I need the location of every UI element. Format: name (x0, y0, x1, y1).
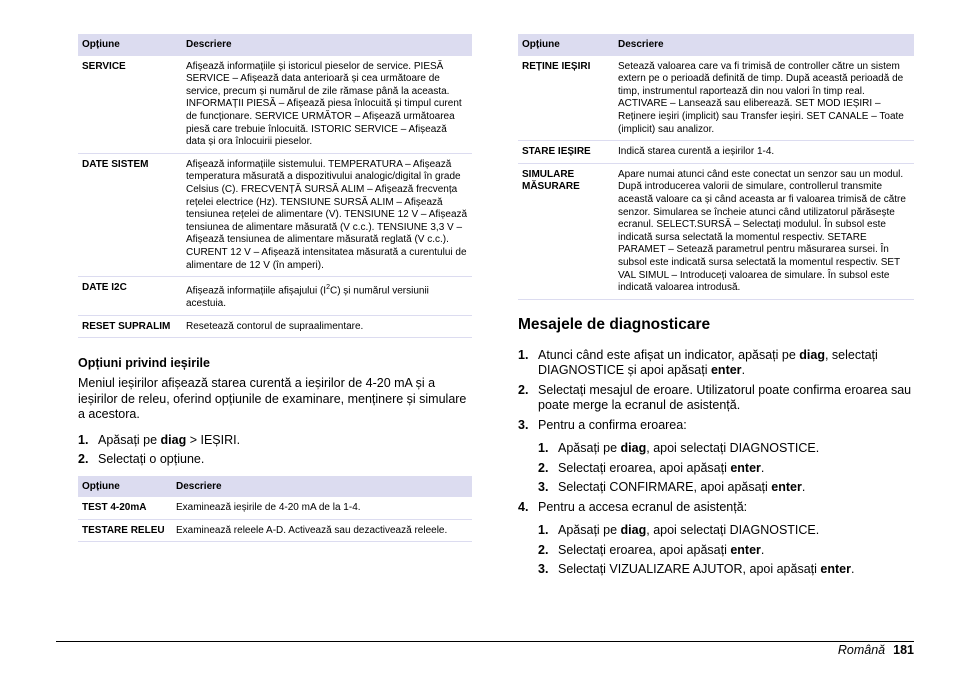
option-name: TEST 4-20mA (78, 497, 172, 519)
table-row (78, 277, 472, 316)
option-name: RESET SUPRALIM (78, 315, 182, 338)
outputs-table (78, 476, 472, 543)
table-row (518, 141, 914, 164)
column-header-option: Opțiune (78, 476, 172, 498)
step-text: , apoi selectați DIAGNOSTICE. (646, 523, 820, 538)
column-header-description: Descriere (172, 476, 472, 498)
step-number: 2. (518, 382, 529, 397)
list-item (78, 433, 472, 449)
step-number: 3. (538, 480, 549, 495)
step-text: , apoi selectați DIAGNOSTICE. (646, 441, 820, 456)
option-description (182, 277, 472, 316)
table-row (78, 56, 472, 154)
option-description: Examinează ieșirile de 4-20 mA de la 1-4. (172, 497, 472, 519)
table-row (78, 497, 472, 519)
list-item (538, 441, 914, 457)
right-column (518, 34, 914, 582)
list-item (78, 452, 472, 468)
table-row (78, 519, 472, 542)
step-number: 4. (518, 499, 529, 514)
diagnostic-steps-list (518, 348, 914, 578)
step-text: Selectați mesajul de eroare. Utilizatorul poate confirma eroarea sau poate merge la ecranul de asistență. (538, 382, 912, 413)
table-row (518, 56, 914, 141)
left-column (78, 34, 472, 542)
option-description: Indică starea curentă a ieșirilor 1-4. (614, 141, 914, 164)
column-header-option: Opțiune (518, 34, 614, 56)
description-part: C) și numărul versiunii acestuia. (186, 285, 429, 310)
key-name: diag (799, 347, 825, 362)
step-text: Selectați eroarea, apoi apăsați (558, 542, 731, 557)
column-header-option: Opțiune (78, 34, 182, 56)
column-header-description: Descriere (614, 34, 914, 56)
step-text: . (760, 542, 765, 557)
option-description: Resetează contorul de supraalimentare. (182, 315, 472, 338)
list-item (538, 523, 914, 539)
step-text: . (850, 562, 855, 577)
description-part: Afișează informațiile afișajului (I (186, 285, 327, 297)
option-description: Afișează informațiile sistemului. TEMPERATURA – Afișează temperatura măsurată a dispozitivului analogic/digital în grade Celsius (C). FRECVENȚĂ SURSĂ ALIM – Afișează frecvența rețelei electrice (Hz). TENSIUNE SURSĂ ALIM – Afișează tensiunea rețelei de alimentare (V). TENSIUNE 12 V – Afișează tensiunea de alimentare măsurată (V c.c.). TENSIUNE 3,3 V – Afișează tensiunea de alimentare măsurată reglată (V c.c.). CURENT 12 V – Afișează intensitatea măsurată a curentului de alimentare de 12 V (în amperi). (182, 153, 472, 276)
key-name: diag (620, 523, 647, 538)
option-name: SERVICE (78, 56, 182, 154)
key-name: enter (730, 542, 761, 557)
system-info-table (78, 34, 472, 338)
key-name: diag (160, 432, 187, 447)
step-number: 3. (518, 417, 529, 432)
footer-language: Română (837, 643, 886, 657)
substeps-list (538, 523, 914, 578)
option-name: STARE IEȘIRE (518, 141, 614, 164)
column-header-description: Descriere (182, 34, 472, 56)
section-intro: Meniul ieșirilor afișează starea curentă a ieșirilor de 4-20 mA și a ieșirilor de releu, oferind opțiunile de examinare, menținere și simulare a acestora. (78, 376, 467, 422)
table-row (78, 153, 472, 276)
key-name: enter (730, 460, 761, 475)
step-text: Apăsați pe (558, 523, 621, 538)
list-item (518, 418, 914, 496)
step-text: Pentru a confirma eroarea: (538, 417, 687, 432)
option-description: Setează valoarea care va fi trimisă de controller către un sistem extern pe o perioadă definită de timp. După această perioadă de timp, instrumentul raportează din nou valori în timp real. ACTIVARE – Lansează sau eliberează. SET MOD IEȘIRI – Reținere ieșiri (implicit) sau Transfer ieșiri. SET CANALE – Toate (implicit) sau analizor. (614, 56, 914, 141)
step-text: . (760, 460, 765, 475)
step-text: Pentru a accesa ecranul de asistență: (538, 499, 748, 514)
step-text: , selectați DIAGNOSTICE și apoi apăsați (538, 347, 878, 378)
step-number: 1. (518, 347, 529, 362)
list-item (538, 461, 914, 477)
list-item (518, 500, 914, 578)
table-row (78, 315, 472, 338)
key-name: diag (620, 441, 647, 456)
table-header-row (78, 476, 472, 498)
step-text: . (741, 363, 746, 378)
section-heading-diagnostics: Mesajele de diagnosticare (518, 315, 711, 333)
list-item (538, 543, 914, 559)
option-name: REȚINE IEȘIRI (518, 56, 614, 141)
table-header-row (78, 34, 472, 56)
option-description: Afișează informațiile și istoricul pieselor de service. PIESĂ SERVICE – Afișează data anterioară și cea următoare de service, precum și numărul de zile rămase până la aceasta. INFORMAȚII PIESĂ – Afișează piesa înlocuită și timpul curent de funcționare. SERVICE URMĂTOR – Afișează următoarea piesă care trebuie înlocuită. ISTORIC SERVICE – Afișează data și ora înlocuirii pieselor. (182, 56, 472, 154)
step-text: Apăsați pe (558, 441, 621, 456)
step-number: 2. (538, 460, 549, 475)
key-name: enter (710, 363, 742, 378)
option-name: DATE I2C (78, 277, 182, 316)
key-name: enter (771, 480, 802, 495)
step-number: 1. (538, 523, 549, 538)
step-text: Selectați VIZUALIZARE AJUTOR, apoi apăsați (558, 562, 821, 577)
list-item (538, 480, 914, 496)
step-text: . (801, 480, 806, 495)
list-item (538, 562, 914, 578)
step-text: > IEȘIRI. (186, 432, 241, 447)
key-name: enter (820, 562, 851, 577)
option-name: SIMULARE MĂSURARE (518, 163, 614, 299)
option-name: DATE SISTEM (78, 153, 182, 276)
step-number: 2. (78, 452, 89, 467)
step-text: Atunci când este afișat un indicator, apăsați pe (538, 347, 800, 362)
outputs-table-wrapper (78, 476, 472, 543)
step-text: Selectați CONFIRMARE, apoi apăsați (558, 480, 772, 495)
list-item (518, 383, 914, 414)
step-text: Selectați o opțiune. (98, 452, 205, 467)
steps-list (78, 433, 472, 468)
option-description: Apare numai atunci când este conectat un senzor sau un modul. După introducerea valorii de simulare, controllerul transmite această valoare ca și când aceasta ar fi valoarea trimisă de către senzor. Simularea se încheie atunci când utilizatorul părăsește ecranul. SELECT.SURSĂ – Selectați modulul. În subsol este indicată sursa selectată la momentul respectiv. SETARE PARAMET – Setează parametrul pentru măsurarea sursei. În subsol este indicată sursa selectată la momentul respectiv. SET VAL SIMUL – Introduceți valoarea de simulare. În subsol este indicată valoarea introdusă. (614, 163, 914, 299)
substeps-list (538, 441, 914, 496)
superscript: 2 (326, 284, 330, 292)
step-number: 1. (78, 432, 89, 447)
table-row (518, 163, 914, 299)
section-heading-outputs: Opțiuni privind ieșirile (78, 356, 210, 371)
step-text: Selectați eroarea, apoi apăsați (558, 460, 731, 475)
step-number: 1. (538, 441, 549, 456)
table-header-row (518, 34, 914, 56)
list-item (518, 348, 914, 379)
step-number: 3. (538, 562, 549, 577)
step-text: Apăsați pe (98, 432, 161, 447)
page-footer (838, 643, 914, 657)
option-description: Examinează releele A-D. Activează sau dezactivează releele. (172, 519, 472, 542)
output-options-table (518, 34, 914, 300)
footer-divider (56, 641, 914, 642)
option-name: TESTARE RELEU (78, 519, 172, 542)
step-number: 2. (538, 542, 549, 557)
page-number: 181 (893, 643, 914, 657)
